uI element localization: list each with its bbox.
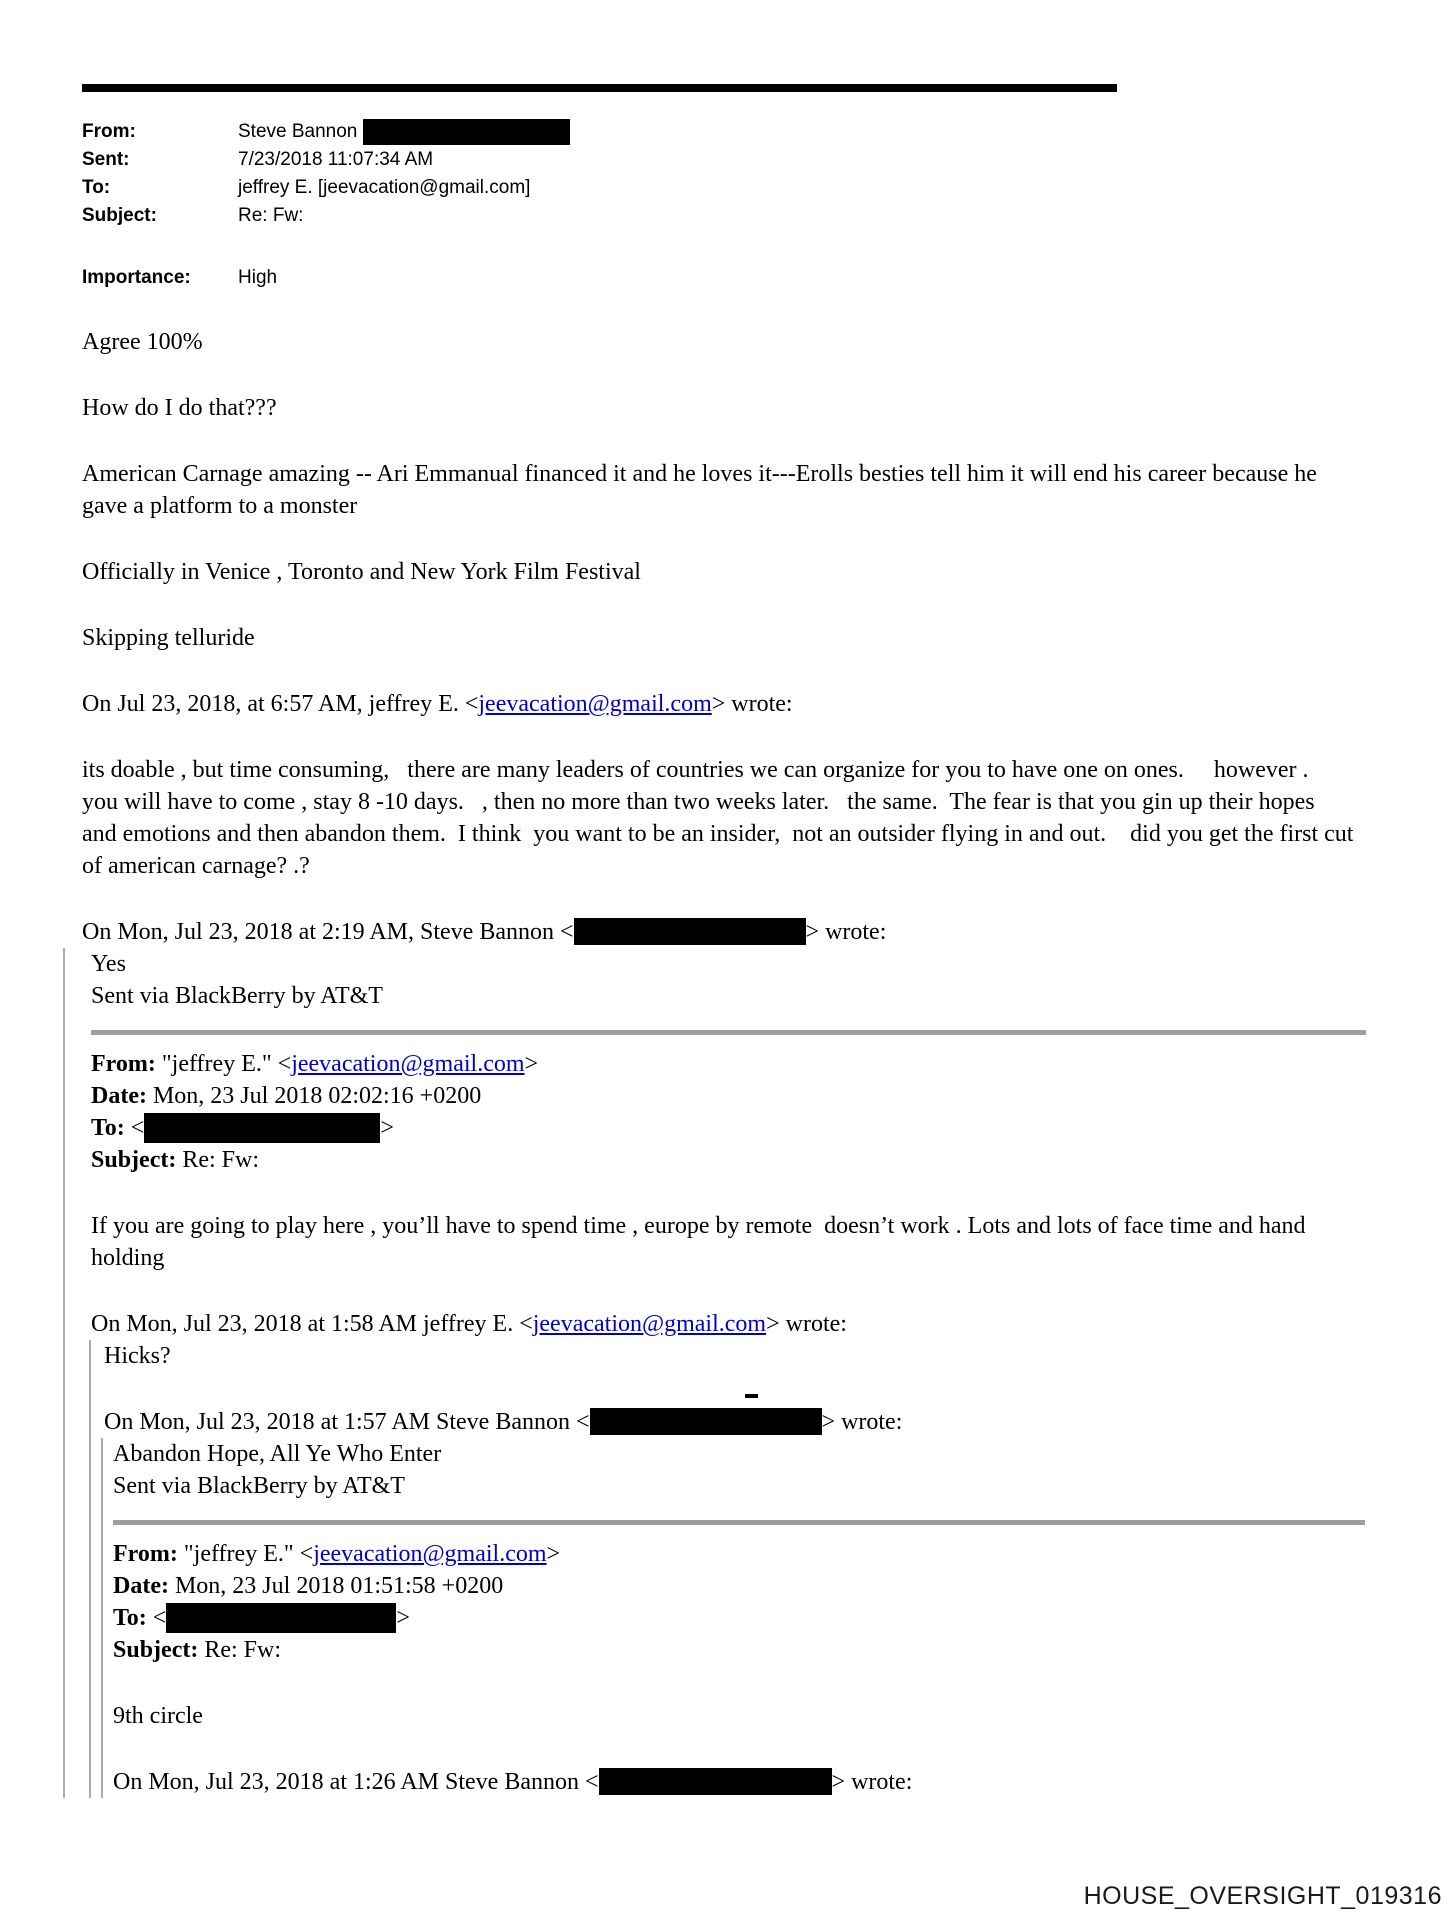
fwd-from-line	[91, 1048, 1354, 1080]
signature-blackberry: Sent via BlackBerry by AT&T	[113, 1473, 405, 1499]
redaction-box	[166, 1603, 396, 1633]
fwd-subject-value: Re: Fw:	[176, 1147, 260, 1173]
subject-label: Subject:	[82, 205, 157, 226]
fwd-from-suf: >	[524, 1051, 539, 1077]
header-row-subject	[82, 202, 570, 230]
bates-number: HOUSE_OVERSIGHT_019316	[1083, 1882, 1442, 1910]
email-link[interactable]: jeevacation@gmail.com	[313, 1541, 547, 1567]
redaction-box	[574, 918, 806, 945]
to-value: jeffrey E. [jeevacation@gmail.com]	[238, 177, 531, 198]
fwd-from-pre: "jeffrey E." <	[155, 1051, 292, 1077]
paragraph-play: If you are going to play here , you’ll have to spend time , europe by remote doesn’t work . Lots and lots of face time and hand holding	[91, 1213, 1312, 1271]
email-link[interactable]: jeevacation@gmail.com	[532, 1311, 767, 1337]
attribution-suffix: > wrote:	[831, 1769, 913, 1795]
quote-attribution-219	[82, 916, 1354, 948]
fwd-date-value: Mon, 23 Jul 2018 01:51:58 +0200	[168, 1573, 504, 1599]
fwd-subject-label: Subject:	[113, 1637, 199, 1663]
fwd-date-line	[91, 1080, 1354, 1112]
sent-value: 7/23/2018 11:07:34 AM	[238, 149, 434, 170]
importance-label: Importance:	[82, 267, 191, 288]
sent-label: Sent:	[82, 149, 130, 170]
header-row-to	[82, 174, 570, 202]
paragraph-agree: Agree 100%	[82, 329, 203, 355]
quoted-email-level2	[89, 1340, 1354, 1798]
attribution-prefix: On Jul 23, 2018, at 6:57 AM, jeffrey E. <	[82, 691, 479, 717]
header-row-importance	[82, 264, 570, 292]
quoted-email-level1	[63, 948, 1354, 1798]
email-body	[82, 326, 1360, 1798]
attribution-prefix: On Mon, Jul 23, 2018 at 1:57 AM Steve Bannon <	[104, 1409, 590, 1435]
fwd-from-line	[113, 1538, 1354, 1570]
subject-value: Re: Fw:	[238, 205, 304, 226]
quote-attribution-126	[113, 1766, 1354, 1798]
fwd-subject-label: Subject:	[91, 1147, 177, 1173]
fwd-to-label: To:	[91, 1115, 125, 1141]
fwd-from-label: From:	[113, 1541, 178, 1567]
redaction-box	[590, 1408, 822, 1435]
header-row-sent	[82, 146, 570, 174]
fwd-date-value: Mon, 23 Jul 2018 02:02:16 +0200	[146, 1083, 482, 1109]
fwd-from-suf: >	[546, 1541, 561, 1567]
quote-attribution-158	[91, 1308, 1354, 1340]
quoted-email-level3	[101, 1438, 1354, 1798]
header-row-from	[82, 118, 570, 146]
header-divider-rule	[82, 84, 1117, 92]
paragraph-festivals: Officially in Venice , Toronto and New York Film Festival	[82, 559, 641, 585]
paragraph-telluride: Skipping telluride	[82, 625, 255, 651]
quote-attribution-157	[104, 1406, 1354, 1438]
fwd-to-line	[91, 1112, 1354, 1144]
redaction-box	[599, 1768, 832, 1795]
attribution-prefix: On Mon, Jul 23, 2018 at 1:26 AM Steve Bannon <	[113, 1769, 599, 1795]
importance-value: High	[238, 267, 278, 288]
email-link[interactable]: jeevacation@gmail.com	[478, 691, 712, 717]
fwd-to-line	[113, 1602, 1354, 1634]
fwd-subject-line	[91, 1144, 1354, 1176]
email-header	[82, 118, 570, 292]
fwd-to-suf: >	[380, 1115, 394, 1141]
fwd-date-label: Date:	[91, 1083, 147, 1109]
attribution-prefix: On Mon, Jul 23, 2018 at 2:19 AM, Steve Bannon <	[82, 919, 574, 945]
signature-blackberry: Sent via BlackBerry by AT&T	[91, 983, 383, 1009]
attribution-suffix: > wrote:	[711, 691, 793, 717]
quote-divider	[91, 1030, 1366, 1035]
fwd-date-label: Date:	[113, 1573, 169, 1599]
fwd-subject-line	[113, 1634, 1354, 1666]
fwd-to-pre: <	[124, 1115, 145, 1141]
quote-attribution-657	[82, 688, 1354, 720]
attribution-suffix: > wrote:	[766, 1311, 847, 1337]
from-value: Steve Bannon	[238, 121, 363, 142]
paragraph-how: How do I do that???	[82, 395, 277, 421]
fwd-date-line	[113, 1570, 1354, 1602]
fwd-subject-value: Re: Fw:	[198, 1637, 282, 1663]
paragraph-carnage: American Carnage amazing -- Ari Emmanual financed it and he loves it---Erolls besties tell him it will end his career because he gave a platform to a monster	[82, 461, 1323, 519]
from-label: From:	[82, 121, 136, 142]
attribution-prefix: On Mon, Jul 23, 2018 at 1:58 AM jeffrey E. <	[91, 1311, 533, 1337]
quote-divider	[113, 1520, 1365, 1525]
attribution-suffix: > wrote:	[821, 1409, 903, 1435]
quote-text-yes: Yes	[91, 951, 126, 977]
paragraph-ninth-circle: 9th circle	[113, 1703, 203, 1729]
redaction-box	[144, 1113, 380, 1143]
fwd-to-label: To:	[113, 1605, 147, 1631]
fwd-from-label: From:	[91, 1051, 156, 1077]
to-label: To:	[82, 177, 111, 198]
attribution-suffix: > wrote:	[805, 919, 887, 945]
redaction-box-from	[363, 119, 570, 145]
quote-text-hicks: Hicks?	[104, 1343, 171, 1369]
paragraph-doable: its doable , but time consuming, there are many leaders of countries we can organize for you to have one on ones. however . you will have to come , stay 8 -10 days. , then no more than two weeks later. the same. The fear is that you gin up their hopes and emotions and then abandon them. I think you want to be an insider, not an outsider flying in and out. did you get the first cut of american carnage? .?	[82, 757, 1360, 879]
redaction-artifact-dash	[745, 1394, 758, 1398]
fwd-from-pre: "jeffrey E." <	[177, 1541, 314, 1567]
email-link[interactable]: jeevacation@gmail.com	[291, 1051, 525, 1077]
fwd-to-suf: >	[396, 1605, 410, 1631]
fwd-to-pre: <	[146, 1605, 167, 1631]
quote-text-abandon: Abandon Hope, All Ye Who Enter	[113, 1441, 442, 1467]
